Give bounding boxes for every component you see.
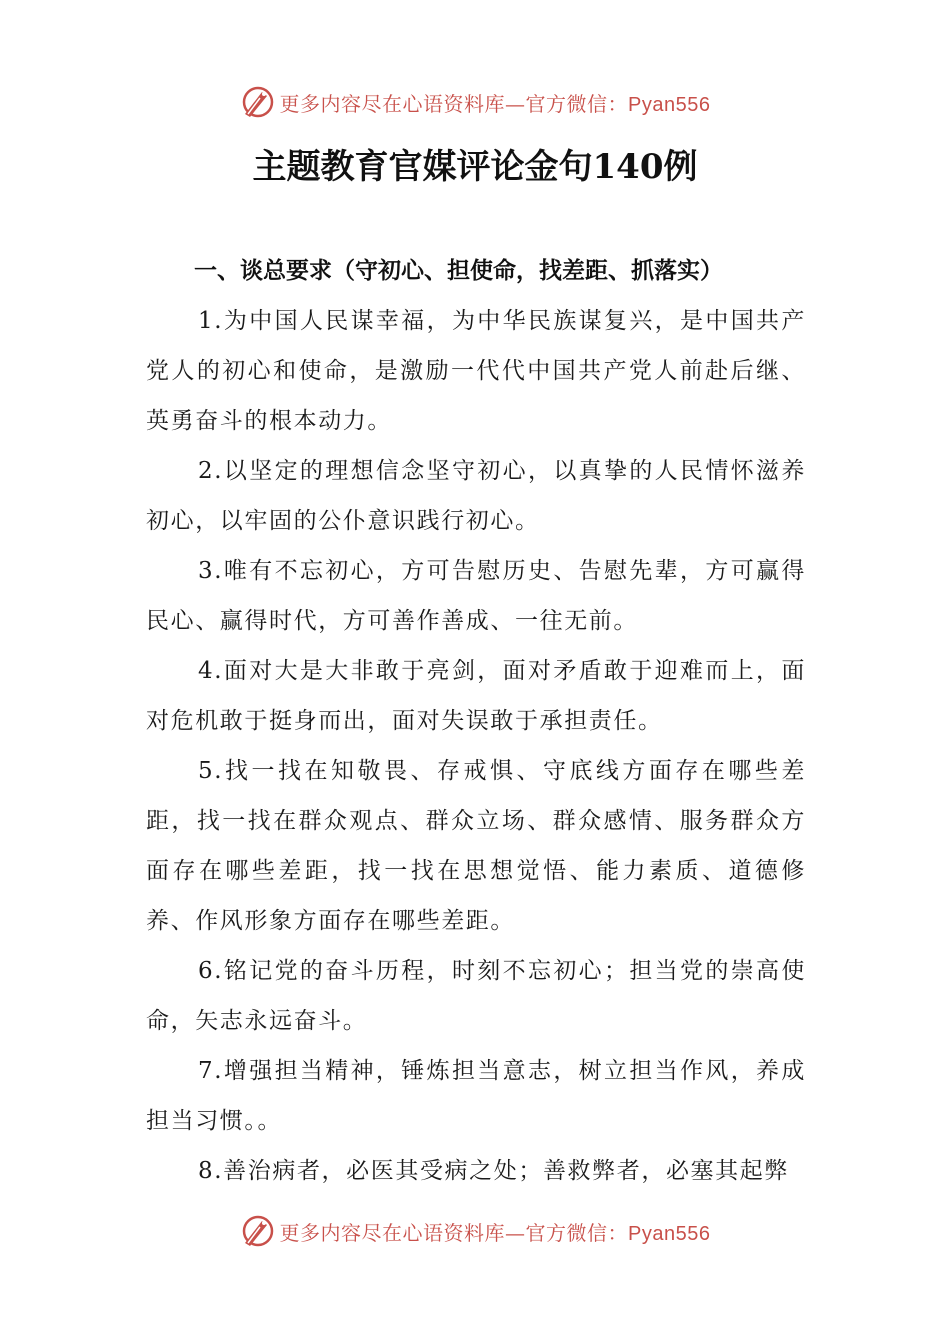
footer-banner <box>0 1211 950 1251</box>
pen-logo-icon <box>240 1213 276 1249</box>
paragraph-3: 3.唯有不忘初心，方可告慰历史、告慰先辈，方可赢得民心、赢得时代，方可善作善成、一往无前。 <box>146 558 806 634</box>
paragraph-1: 1.为中国人民谋幸福，为中华民族谋复兴，是中国共产党人的初心和使命，是激励一代代中国共产党人前赴后继、英勇奋斗的根本动力。 <box>146 308 806 434</box>
banner-text: 更多内容尽在心语资料库—官方微信：Pyan556 <box>279 91 711 116</box>
paragraph-8: 8.善治病者，必医其受病之处；善救弊者，必塞其起弊 <box>198 1158 789 1184</box>
banner-wechat-id: Pyan556 <box>628 93 711 116</box>
paragraph-2: 2.以坚定的理想信念坚守初心，以真挚的人民情怀滋养初心，以牢固的公仆意识践行初心。 <box>146 458 806 534</box>
paragraph-4: 4.面对大是大非敢于亮剑，面对矛盾敢于迎难而上，面对危机敢于挺身而出，面对失误敢于承担责任。 <box>146 658 806 734</box>
paragraph-7: 7.增强担当精神，锤炼担当意志，树立担当作风，养成担当习惯。。 <box>146 1058 806 1134</box>
pen-logo-icon <box>240 84 276 120</box>
paragraph-5: 5.找一找在知敬畏、存戒惧、守底线方面存在哪些差距，找一找在群众观点、群众立场、群众感情、服务群众方面存在哪些差距，找一找在思想觉悟、能力素质、道德修养、作风形象方面存在哪些差距。 <box>146 758 806 934</box>
banner-text: 更多内容尽在心语资料库—官方微信：Pyan556 <box>279 1220 711 1245</box>
header-banner <box>0 82 950 122</box>
document-title: 主题教育官媒评论金句140例 <box>252 147 698 187</box>
section-heading: 一、谈总要求（守初心、担使命，找差距、抓落实） <box>194 258 723 284</box>
paragraph-6: 6.铭记党的奋斗历程，时刻不忘初心；担当党的崇高使命，矢志永远奋斗。 <box>146 958 806 1034</box>
banner-wechat-id: Pyan556 <box>628 1222 711 1245</box>
document-body <box>146 246 806 1196</box>
